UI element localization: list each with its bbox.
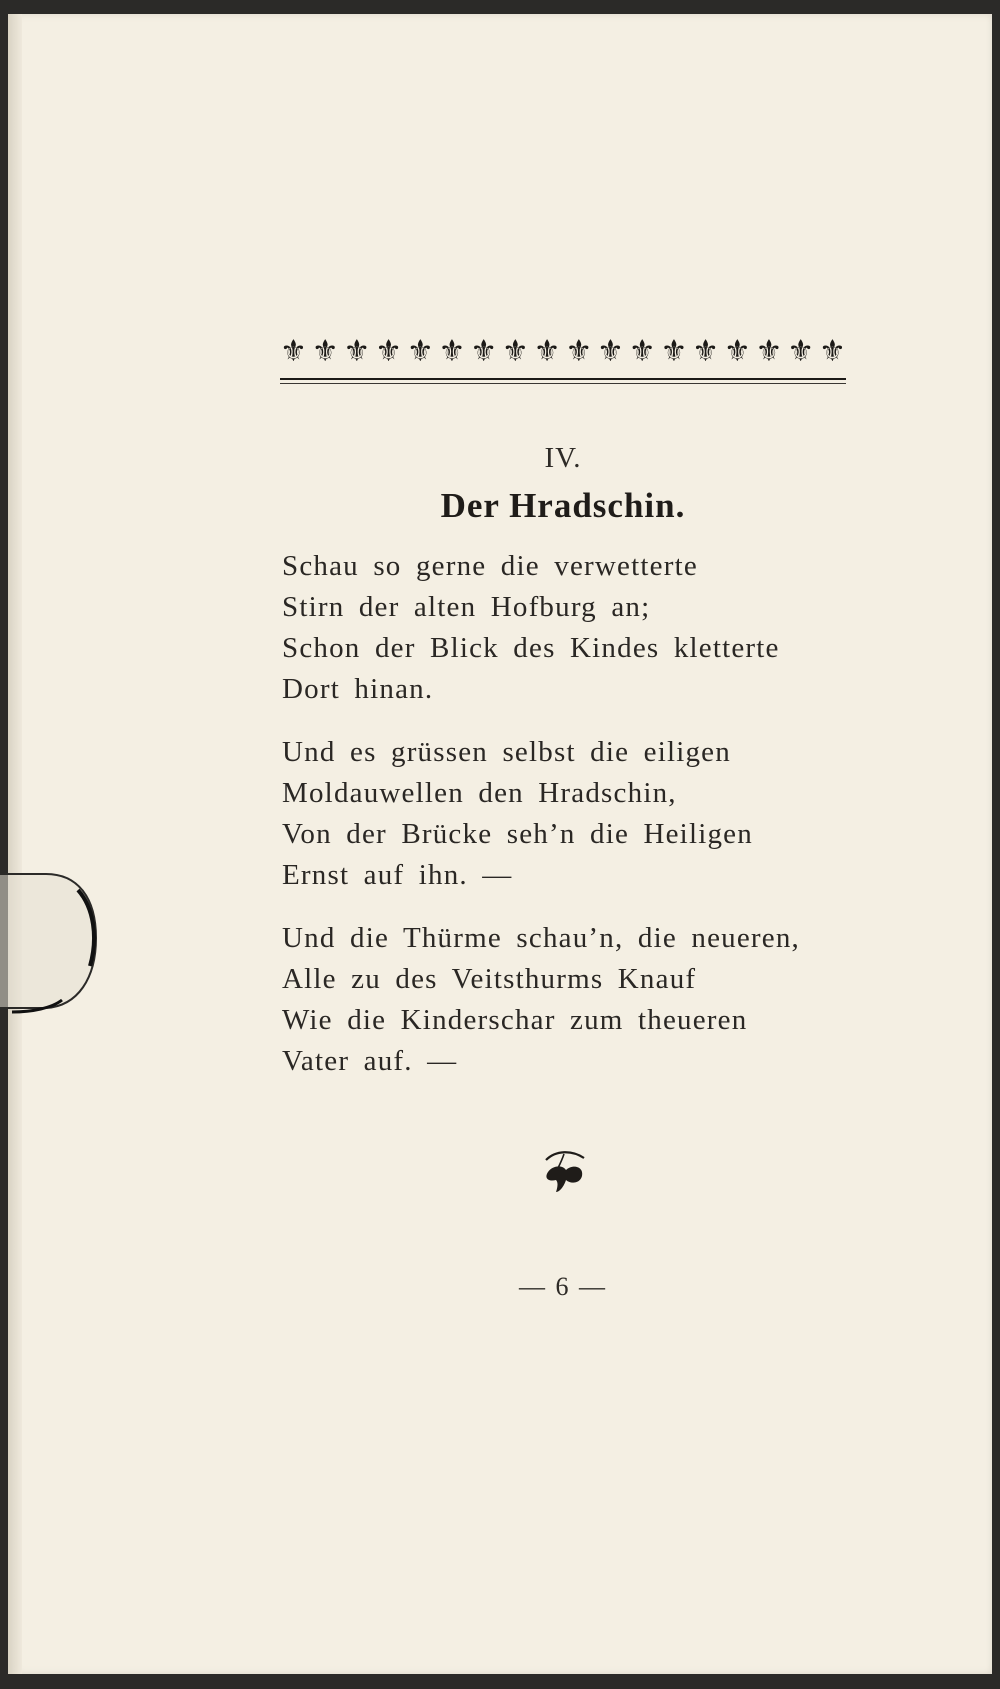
poem-line: Wie die Kinderschar zum theueren	[282, 1004, 748, 1036]
poem-line: Dort hinan.	[282, 673, 434, 705]
fleuron-border-ornament	[280, 332, 846, 388]
poem-line: Stirn der alten Hofburg an;	[282, 591, 651, 623]
poem-text	[282, 546, 882, 1104]
poem-line: Und die Thürme schau’n, die neueren,	[282, 922, 800, 954]
ornament-rule-thick	[280, 378, 846, 380]
book-page	[8, 14, 992, 1674]
fleur-de-lis-icon: ⚜	[438, 334, 466, 369]
poem-line: Vater auf. —	[282, 1045, 458, 1077]
fleur-de-lis-icon: ⚜	[818, 334, 846, 369]
poem-line: Schon der Blick des Kindes kletterte	[282, 632, 780, 664]
poem-line: Moldauwellen den Hradschin,	[282, 777, 677, 809]
fleur-de-lis-icon: ⚜	[406, 334, 434, 369]
fleuron-row	[280, 332, 846, 372]
leaf-vignette-icon	[538, 1146, 590, 1196]
fleur-de-lis-icon: ⚜	[311, 334, 339, 369]
fleur-de-lis-icon: ⚜	[565, 334, 593, 369]
chapter-title: Der Hradschin.	[440, 486, 686, 525]
stanza	[282, 732, 882, 896]
fleur-de-lis-icon: ⚜	[470, 334, 498, 369]
fleur-de-lis-icon: ⚜	[755, 334, 783, 369]
fleur-de-lis-icon: ⚜	[501, 334, 529, 369]
fleur-de-lis-icon: ⚜	[723, 334, 751, 369]
poem-line: Von der Brücke seh’n die Heiligen	[282, 818, 753, 850]
fleur-de-lis-icon: ⚜	[375, 334, 403, 369]
page-spine-shadow	[8, 14, 22, 1674]
fleur-de-lis-icon: ⚜	[343, 334, 371, 369]
poem-line: Ernst auf ihn. —	[282, 859, 513, 891]
page-clip-holder	[0, 868, 110, 1016]
chapter-numeral: IV.	[544, 442, 582, 474]
stanza	[282, 546, 882, 710]
fleur-de-lis-icon: ⚜	[533, 334, 561, 369]
fleur-de-lis-icon: ⚜	[597, 334, 624, 369]
fleur-de-lis-icon: ⚜	[660, 334, 688, 369]
poem-line: Schau so gerne die verwetterte	[282, 550, 698, 582]
fleur-de-lis-icon: ⚜	[787, 334, 815, 369]
ornament-rule-thin	[280, 383, 846, 384]
fleur-de-lis-icon: ⚜	[692, 334, 720, 369]
poem-line: Und es grüssen selbst die eiligen	[282, 736, 731, 768]
poem-line: Alle zu des Veitsthurms Knauf	[282, 963, 697, 995]
stanza	[282, 918, 882, 1082]
fleur-de-lis-icon: ⚜	[628, 334, 656, 369]
page-number: — 6 —	[519, 1272, 607, 1301]
fleur-de-lis-icon: ⚜	[280, 334, 307, 369]
